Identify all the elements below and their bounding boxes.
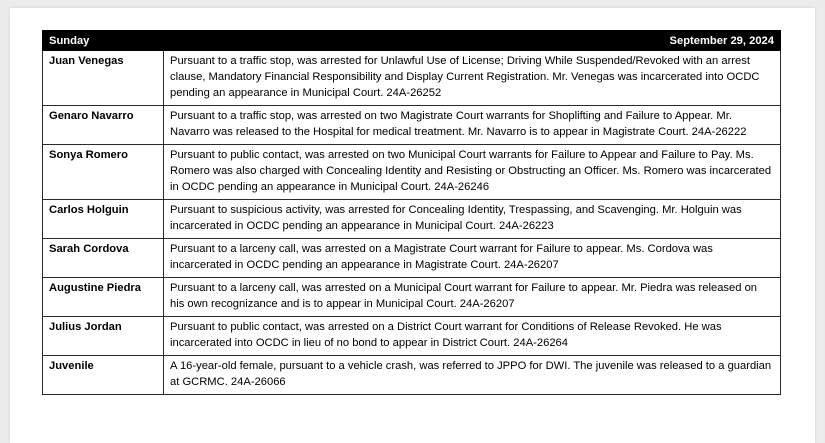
table-header-row [43,31,781,51]
arrest-description: Pursuant to a traffic stop, was arrested on two Magistrate Court warrants for Shoplifting and Failure to Appear. Mr. Navarro was released to the Hospital for medical treatment. Mr. Navarro is to appear in Magistrate Court. 24A-26222 [164,106,781,145]
date-header: September 29, 2024 [164,31,781,51]
arrestee-name: Julius Jordan [43,317,164,356]
table-row [43,106,781,145]
arrest-description: Pursuant to suspicious activity, was arrested for Concealing Identity, Trespassing, and Scavenging. Mr. Holguin was incarcerated in OCDC pending an appearance in Municipal Court. 24A-26223 [164,200,781,239]
arrestee-name: Genaro Navarro [43,106,164,145]
table-row [43,239,781,278]
table-row [43,200,781,239]
table-row [43,317,781,356]
document-page [10,8,815,443]
table-row [43,51,781,106]
arrest-description: Pursuant to a traffic stop, was arrested for Unlawful Use of License; Driving While Suspended/Revoked with an arrest clause, Mandatory Financial Responsibility and Display Current Registration. Mr. Venegas was incarcerated into OCDC pending an appearance in Municipal Court. 24A-26252 [164,51,781,106]
day-header: Sunday [43,31,164,51]
arrest-log-table [42,30,781,395]
arrestee-name: Sarah Cordova [43,239,164,278]
arrest-description: Pursuant to public contact, was arrested on a District Court warrant for Conditions of Release Revoked. He was incarcerated into OCDC in lieu of no bond to appear in District Court. 24A-26264 [164,317,781,356]
table-row [43,356,781,395]
table-row [43,145,781,200]
arrest-description: Pursuant to a larceny call, was arrested on a Magistrate Court warrant for Failure to appear. Ms. Cordova was incarcerated in OCDC pending an appearance in Magistrate Court. 24A-26207 [164,239,781,278]
arrestee-name: Juan Venegas [43,51,164,106]
table-row [43,278,781,317]
arrest-description: A 16-year-old female, pursuant to a vehicle crash, was referred to JPPO for DWI. The juvenile was released to a guardian at GCRMC. 24A-26066 [164,356,781,395]
arrest-description: Pursuant to a larceny call, was arrested on a Municipal Court warrant for Failure to appear. Mr. Piedra was released on his own recognizance and is to appear in Municipal Court. 24A-26207 [164,278,781,317]
arrestee-name: Sonya Romero [43,145,164,200]
arrestee-name: Augustine Piedra [43,278,164,317]
arrestee-name: Juvenile [43,356,164,395]
arrestee-name: Carlos Holguin [43,200,164,239]
arrest-description: Pursuant to public contact, was arrested on two Municipal Court warrants for Failure to Appear and Failure to Pay. Ms. Romero was also charged with Concealing Identity and Resisting or Obstructing an Officer. Ms. Romero was incarcerated in OCDC pending an appearance in Municipal Court. 24A-26246 [164,145,781,200]
